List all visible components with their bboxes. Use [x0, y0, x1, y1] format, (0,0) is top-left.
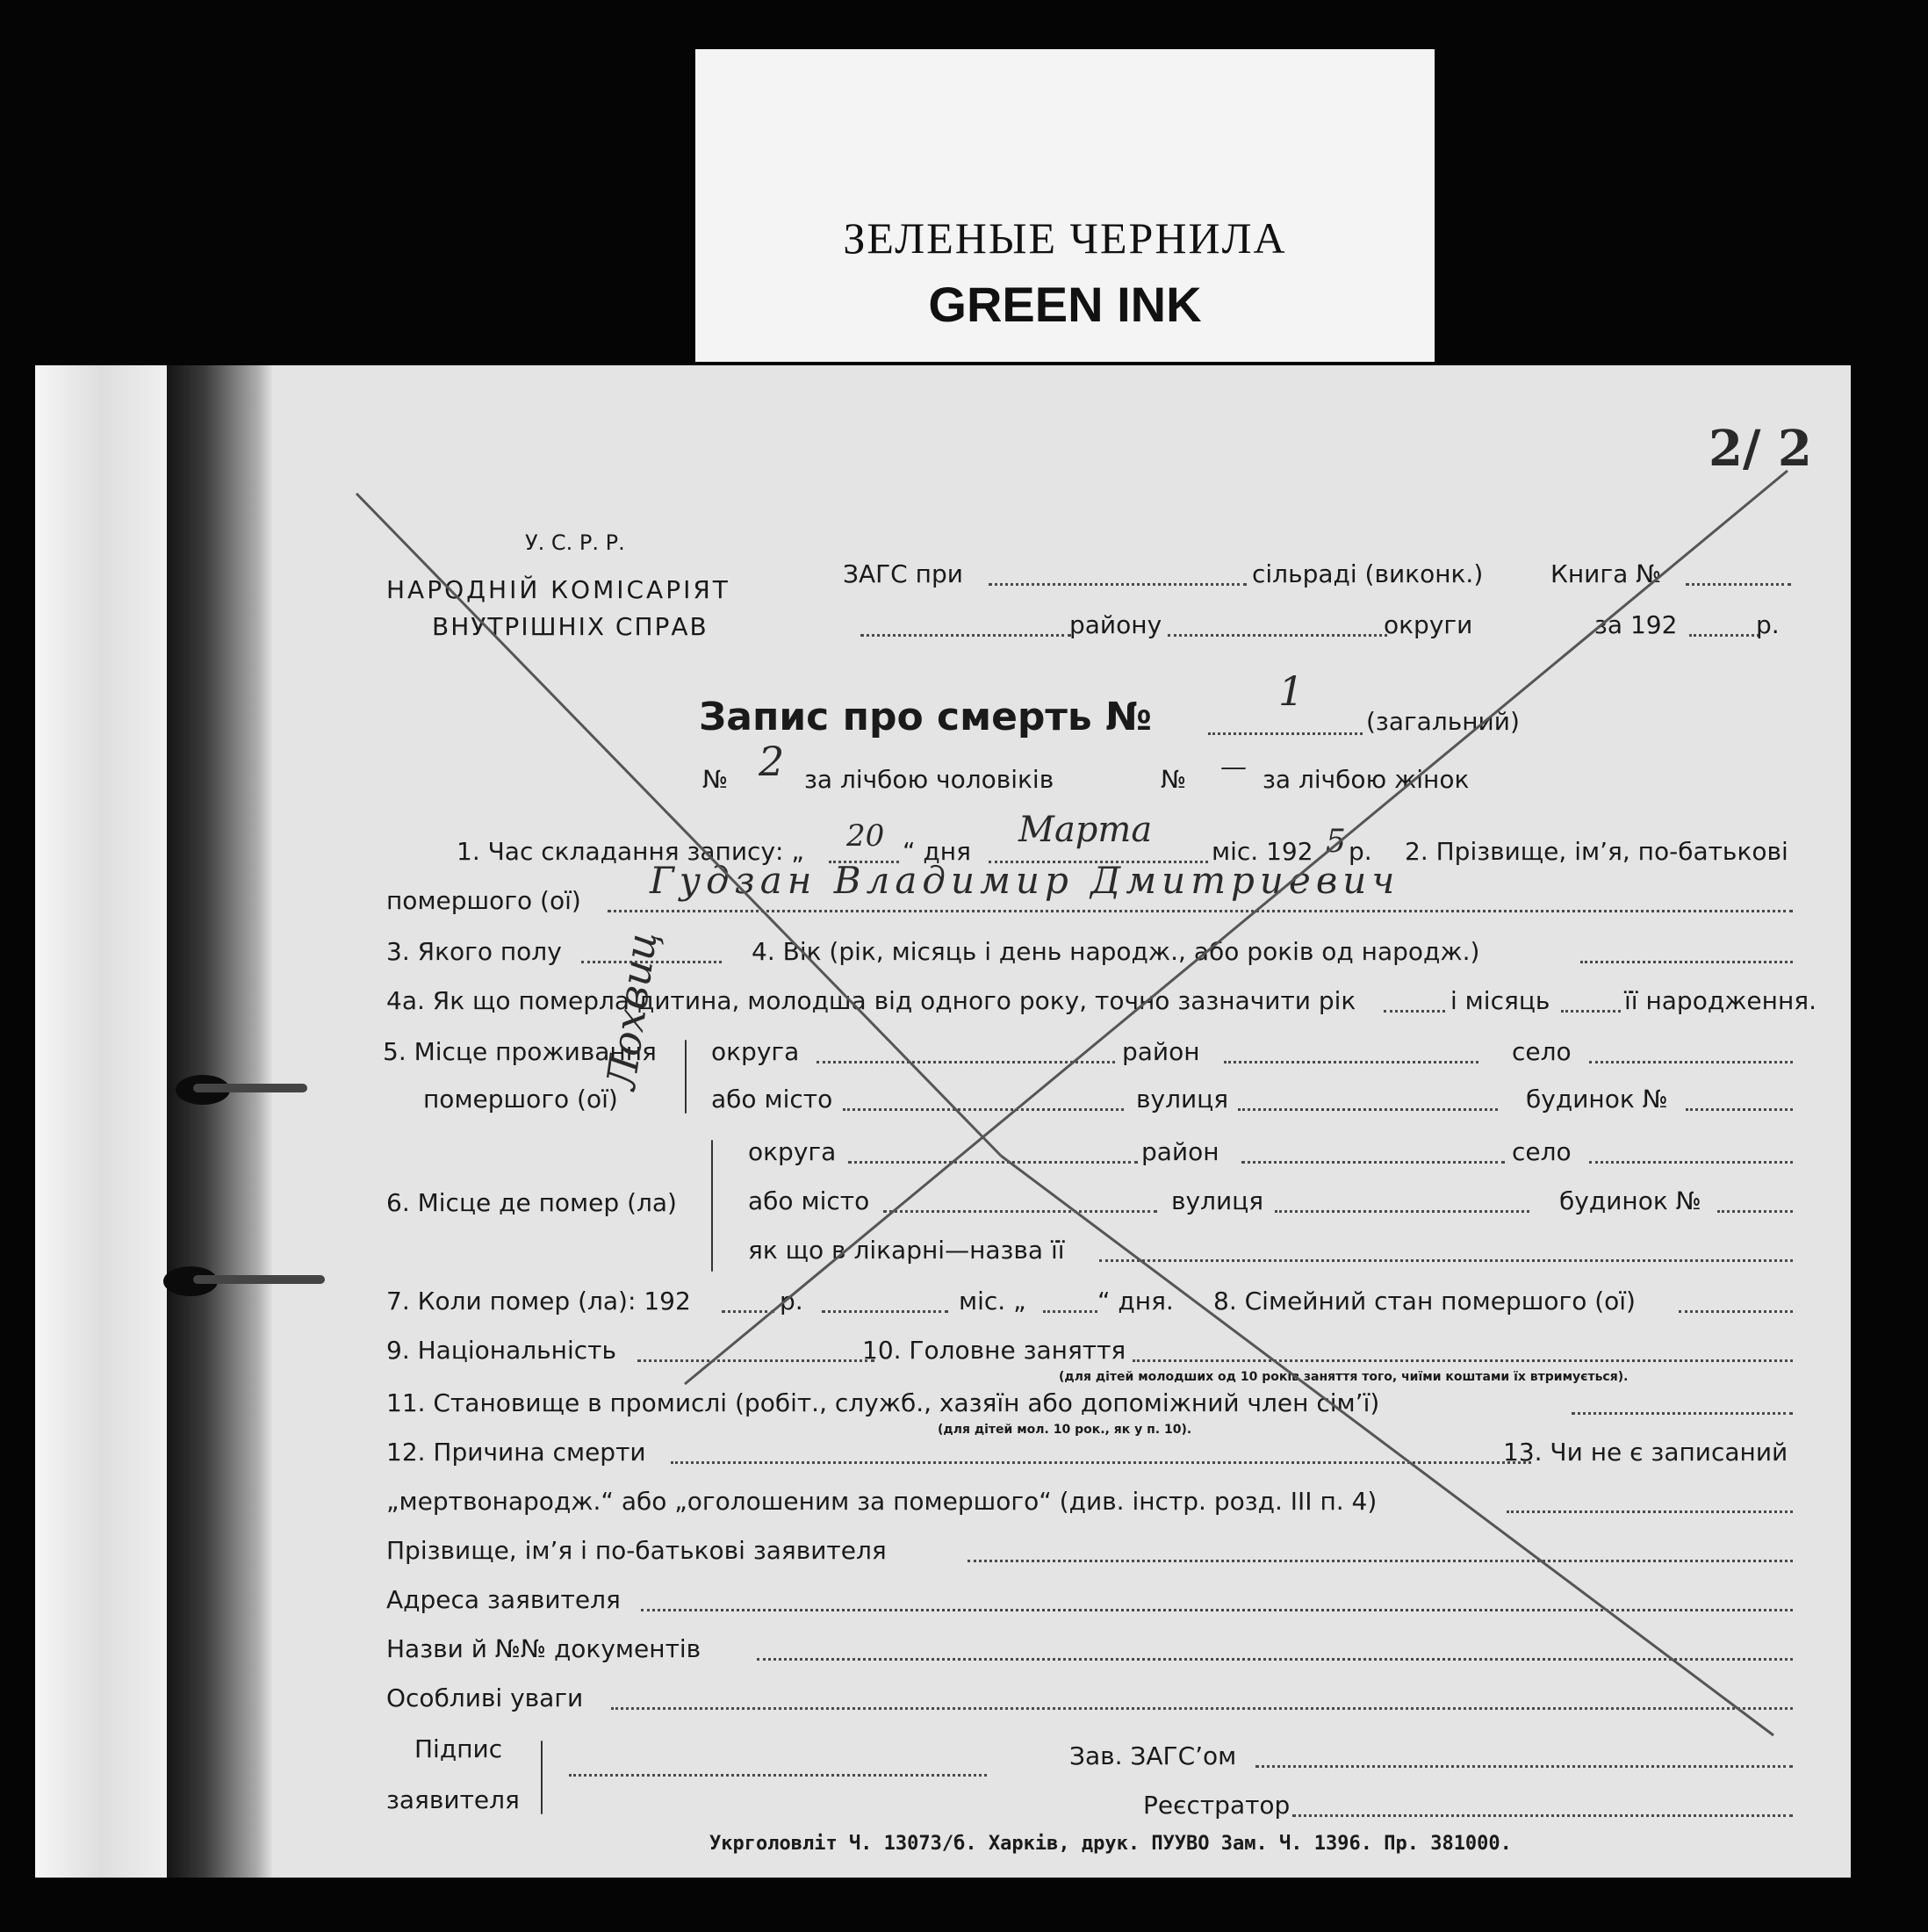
residence-selo-label: село [1512, 1037, 1572, 1066]
corner-page-number: 2/ 2 [1709, 420, 1812, 478]
hospital-label: як що в лікарні—назва її [748, 1236, 1065, 1265]
death-place-label: 6. Місце де помер (ла) [386, 1188, 677, 1217]
infant-label: 4а. Як що померла дитина, молодша від одного року, точно зазначити рік [386, 986, 1356, 1015]
record-year-handwritten: 5 [1326, 824, 1346, 860]
stillborn-question-label: 13. Чи не є записаний [1503, 1438, 1788, 1467]
marital-status-label: 8. Сімейний стан помершого (ої) [1213, 1287, 1636, 1316]
applicant-address-label: Адреса заявителя [386, 1585, 621, 1614]
death-month-label: міс. „ [959, 1287, 1026, 1316]
death-day-label: “ дня. [1097, 1287, 1174, 1316]
industry-position-label: 11. Становище в промислі (робіт., служб., хазяїн або допоміжний член сім’ї) [386, 1388, 1380, 1417]
record-general-label: (загальний) [1366, 707, 1520, 736]
residence-label: 5. Місце проживання [383, 1037, 657, 1066]
deceased-name-handwritten: Гудзан Владимир Дмитриевич [650, 859, 1400, 902]
residence-okruga-label: округа [711, 1037, 800, 1066]
women-number-sign: № [1161, 765, 1187, 794]
death-selo-label: село [1512, 1137, 1572, 1166]
print-footer: Укрголовліт Ч. 13073/б. Харків, друк. ПУУВО Зам. Ч. 1396. Пр. 381000. [709, 1833, 1512, 1855]
stillborn-label: „мертвонародж.“ або „оголошеним за помершого“ (див. інстр. розд. III п. 4) [386, 1487, 1378, 1516]
year-suffix-label: р. [1756, 610, 1780, 639]
record-time-label: 1. Час складання запису: „ [457, 837, 804, 866]
men-number-handwritten: 2 [759, 738, 785, 785]
applicant-name-label: Прізвище, ім’я і по-батькові заявителя [386, 1536, 887, 1565]
label-russian: ЗЕЛЕНЫЕ ЧЕРНИЛА [843, 213, 1287, 263]
men-count-label: за лічбою чоловіків [804, 765, 1054, 794]
residence-street-label: вулиця [1136, 1085, 1229, 1114]
women-count-label: за лічбою жінок [1263, 765, 1470, 794]
death-okruga-label: округа [748, 1137, 837, 1166]
nationality-label: 9. Національність [386, 1336, 616, 1365]
record-month-handwritten: Марта [1018, 810, 1153, 850]
zags-label: ЗАГС при [843, 559, 963, 588]
residence-house-label: будинок № [1526, 1085, 1668, 1114]
zags-head-label: Зав. ЗАГС’ом [1069, 1741, 1237, 1770]
okrugy-label: округи [1384, 610, 1473, 639]
record-title: Запис про смерть № [699, 695, 1152, 739]
documents-label: Назви й №№ документів [386, 1634, 701, 1663]
green-ink-label-card [695, 49, 1435, 362]
month-year-label: міс. 192 [1212, 837, 1313, 866]
age-label: 4. Вік (рік, місяць і день народж., або років од народж.) [752, 937, 1480, 966]
rayonu-label: району [1069, 610, 1162, 639]
day-label: “ дня [903, 837, 971, 866]
death-street-label: вулиця [1171, 1186, 1264, 1215]
residence-rayon-label: район [1122, 1037, 1200, 1066]
surname-label: 2. Прізвище, ім’я, по-батькові [1405, 837, 1788, 866]
men-number-sign: № [702, 765, 729, 794]
margin-handwritten: Лохвиц [597, 928, 666, 1092]
women-number-handwritten: — [1220, 752, 1247, 782]
death-rayon-label: район [1141, 1137, 1219, 1166]
cross-line-b [685, 471, 1788, 1384]
signature-label-2: заявителя [386, 1785, 520, 1814]
death-date-label: 7. Коли помер (ла): 192 [386, 1287, 691, 1316]
registrar-label: Реєстратор [1143, 1791, 1291, 1820]
infant-month-label: і місяць [1450, 986, 1550, 1015]
label-english: GREEN INK [928, 277, 1202, 332]
header-ussr: У. С. Р. Р. [525, 530, 625, 555]
cause-of-death-label: 12. Причина смерти [386, 1438, 646, 1467]
infant-birth-label: її народження. [1624, 986, 1816, 1015]
residence-city-label: або місто [711, 1085, 833, 1114]
cancellation-cross [35, 365, 1851, 1878]
kniga-label: Книга № [1550, 559, 1662, 588]
header-commissariat: НАРОДНІЙ КОМІСАРІЯТ [386, 575, 730, 604]
header-internal-affairs: ВНУТРІШНІХ СПРАВ [432, 612, 709, 641]
record-day-handwritten: 20 [846, 818, 885, 854]
occupation-note: (для дітей молодших од 10 років заняття того, чиїми коштами їх втримується). [1059, 1370, 1629, 1384]
sex-label: 3. Якого полу [386, 937, 562, 966]
death-city-label: або місто [748, 1186, 870, 1215]
death-record-form [35, 365, 1851, 1878]
occupation-label: 10. Головне заняття [862, 1336, 1126, 1365]
silradi-label: сільраді (виконк.) [1252, 559, 1484, 588]
record-number-handwritten: 1 [1278, 667, 1305, 715]
death-r-label: р. [780, 1287, 803, 1316]
cross-line-a2 [1001, 1156, 1773, 1735]
residence-deceased-label: помершого (ої) [423, 1085, 618, 1114]
signature-label-1: Підпис [414, 1734, 503, 1763]
year-prefix-label: за 192 [1594, 610, 1678, 639]
year-r-label: р. [1349, 837, 1372, 866]
death-house-label: будинок № [1559, 1186, 1701, 1215]
notes-label: Особливі уваги [386, 1683, 584, 1712]
industry-position-note: (для дітей мол. 10 рок., як у п. 10). [938, 1423, 1192, 1437]
deceased-label: помершого (ої) [386, 886, 581, 915]
cross-line-a [356, 494, 1001, 1156]
